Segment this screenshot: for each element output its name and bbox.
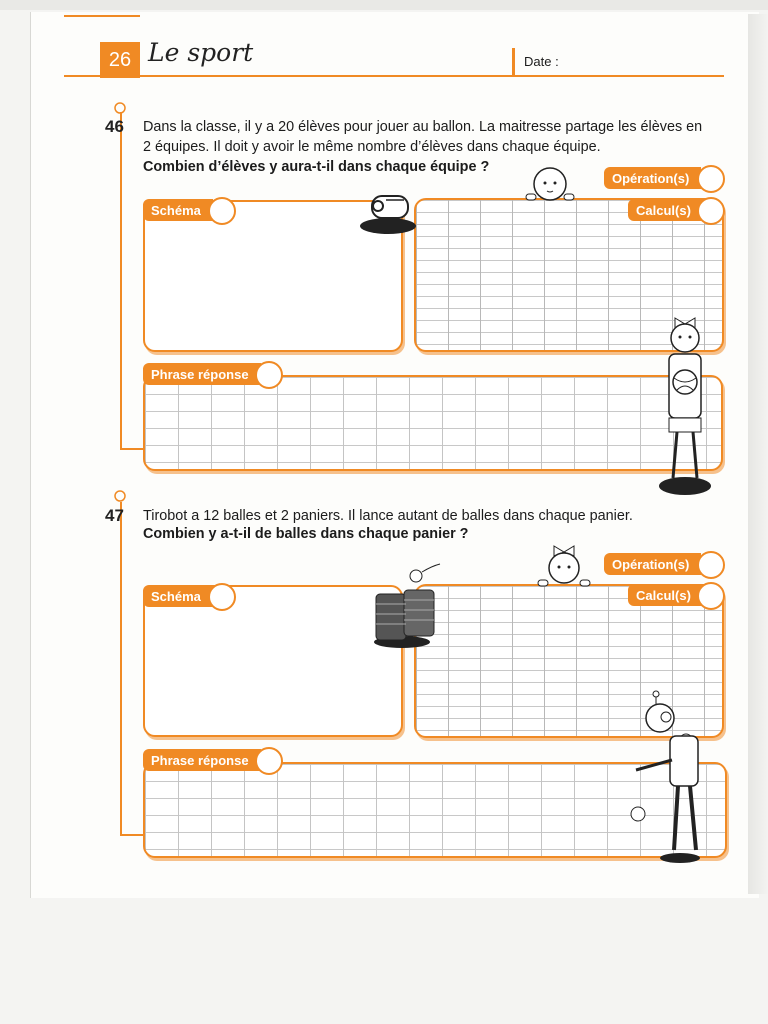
ex47-number: 47 (105, 506, 124, 525)
ex47-operations-label: Opération(s) (604, 553, 701, 575)
girl-holding-ball-icon (655, 310, 715, 500)
tirobot-icon (630, 690, 710, 866)
ex46-calculs-label: Calcul(s) (628, 199, 703, 221)
ex46-answer-lines[interactable] (143, 375, 723, 471)
ex46-number: 46 (105, 117, 124, 136)
ex47-operations-circle[interactable] (697, 551, 725, 579)
ex47-phrase-circle[interactable] (255, 747, 283, 775)
peeking-face-icon (534, 542, 594, 590)
peeking-face-icon (520, 164, 580, 204)
ex47-question: Combien y a-t-il de balles dans chaque panier ? (143, 526, 469, 542)
ex47-bracket (120, 502, 122, 836)
ex46-phrase-circle[interactable] (255, 361, 283, 389)
ex46-question: Combien d’élèves y aura-t-il dans chaque équipe ? (143, 159, 490, 175)
ex46-operations-label: Opération(s) (604, 167, 701, 189)
ex47-phrase-label: Phrase réponse (143, 749, 261, 771)
ex47-schema-label: Schéma (143, 585, 213, 607)
ex47-text: Tirobot a 12 balles et 2 paniers. Il lance autant de balles dans chaque panier. (143, 508, 633, 524)
page-top-edge (0, 0, 768, 10)
date-label: Date : (524, 54, 559, 69)
ex47-schema-box[interactable] (143, 585, 403, 737)
ex47-schema-circle[interactable] (208, 583, 236, 611)
baskets-icon (370, 560, 442, 650)
header-top-rule (64, 15, 140, 17)
page-number: 26 (100, 42, 140, 78)
ex47-calculs-label: Calcul(s) (628, 584, 703, 606)
ex46-bullet-icon (112, 100, 128, 116)
date-divider (512, 48, 515, 76)
ex46-phrase-label: Phrase réponse (143, 363, 261, 385)
ex46-bracket (120, 112, 122, 450)
ex46-text: Dans la classe, il y a 20 élèves pour jouer au ballon. La maitresse partage les élèves en 2 équipes. Il doit y avoir le même nombre d’élèves dans chaque équipe. (143, 119, 703, 155)
ex46-schema-circle[interactable] (208, 197, 236, 225)
page-title: Le sport (148, 38, 254, 67)
ex46-schema-label: Schéma (143, 199, 213, 221)
ex46-operations-circle[interactable] (697, 165, 725, 193)
page-binding-shadow (748, 14, 768, 894)
header-rule (64, 75, 724, 77)
whistle-icon (358, 188, 422, 236)
ex47-calculs-circle[interactable] (697, 582, 725, 610)
ex47-bullet-icon (112, 488, 128, 504)
ex46-calculs-circle[interactable] (697, 197, 725, 225)
